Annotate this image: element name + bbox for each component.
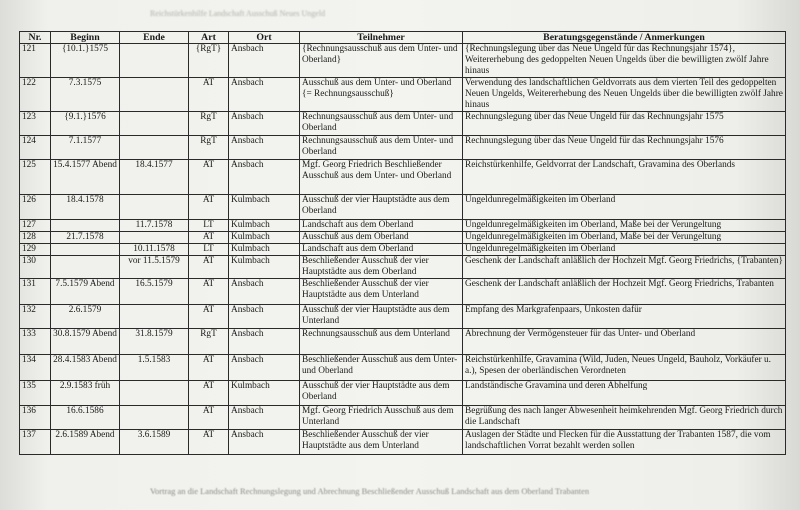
cell-ende — [120, 232, 189, 244]
cell-teilnehmer: Rechnungsausschuß aus dem Unter- und Oberland — [300, 112, 463, 136]
table-row — [20, 430, 786, 455]
cell-beginn: 28.4.1583 Abend — [51, 355, 120, 381]
cell-ende: 18.4.1577 — [120, 160, 189, 195]
cell-art: AT — [189, 195, 229, 220]
cell-teilnehmer: Mgf. Georg Friedrich Beschließender Ausschuß aus dem Unter- und Oberland — [300, 160, 463, 195]
cell-beratung: Verwendung des landschaftlichen Geldvorrats aus dem vierten Teil des gedoppelten Neuen Ungelds, Weitererhebung des Neuen Ungelds über die bewilligten zwölf Jahre hinaus — [463, 78, 786, 112]
header-nr: Nr. — [20, 32, 51, 44]
cell-teilnehmer: Rechnungsausschuß aus dem Unterland — [300, 329, 463, 355]
cell-beginn: 2.6.1579 — [51, 305, 120, 329]
table-row — [20, 329, 786, 355]
cell-ort: Ansbach — [229, 305, 300, 329]
cell-ende: 10.11.1578 — [120, 244, 189, 256]
cell-teilnehmer: Beschließender Ausschuß der vier Hauptstädte aus dem Unterland — [300, 279, 463, 305]
cell-beginn — [51, 244, 120, 256]
cell-nr: 122 — [20, 78, 51, 112]
cell-ende: 1.5.1583 — [120, 355, 189, 381]
header-teilnehmer: Teilnehmer — [300, 32, 463, 44]
cell-ort: Ansbach — [229, 406, 300, 430]
cell-art: AT — [189, 78, 229, 112]
cell-art: LT — [189, 220, 229, 232]
table-row — [20, 195, 786, 220]
cell-beratung: Ungeldunregelmäßigkeiten im Oberland, Maße bei der Verungeltung — [463, 232, 786, 244]
cell-ort: Ansbach — [229, 136, 300, 160]
header-ende: Ende — [120, 32, 189, 44]
cell-nr: 121 — [20, 44, 51, 78]
table-row — [20, 136, 786, 160]
cell-ende — [120, 195, 189, 220]
cell-teilnehmer: Beschließender Ausschuß aus dem Unter- und Oberland — [300, 355, 463, 381]
cell-teilnehmer: Landschaft aus dem Oberland — [300, 220, 463, 232]
bleed-through-text-top: Reichstürkenhilfe Landschaft Ausschuß Neues Ungeld — [150, 9, 326, 18]
cell-art: AT — [189, 279, 229, 305]
cell-beratung: Rechnungslegung über das Neue Ungeld für das Rechnungsjahr 1576 — [463, 136, 786, 160]
cell-ende: 11.7.1578 — [120, 220, 189, 232]
cell-beginn: 30.8.1579 Abend — [51, 329, 120, 355]
cell-beginn: 7.1.1577 — [51, 136, 120, 160]
cell-teilnehmer: Landschaft aus dem Oberland — [300, 244, 463, 256]
cell-teilnehmer: Ausschuß aus dem Oberland — [300, 232, 463, 244]
cell-beginn: 18.4.1578 — [51, 195, 120, 220]
cell-beginn — [51, 220, 120, 232]
cell-teilnehmer: {Rechnungsausschuß aus dem Unter- und Oberland} — [300, 44, 463, 78]
cell-teilnehmer: Ausschuß der vier Hauptstädte aus dem Oberland — [300, 195, 463, 220]
cell-ort: Ansbach — [229, 78, 300, 112]
cell-ende: 3.6.1589 — [120, 430, 189, 455]
cell-beginn: 7.3.1575 — [51, 78, 120, 112]
cell-nr: 130 — [20, 256, 51, 279]
cell-ort: Ansbach — [229, 44, 300, 78]
cell-nr: 133 — [20, 329, 51, 355]
cell-teilnehmer: Ausschuß aus dem Unter- und Oberland {= Rechnungsausschuß} — [300, 78, 463, 112]
cell-art: AT — [189, 305, 229, 329]
cell-ende — [120, 305, 189, 329]
cell-beratung: Abrechnung der Vermögensteuer für das Unter- und Oberland — [463, 329, 786, 355]
cell-nr: 129 — [20, 244, 51, 256]
cell-beratung: Ungeldunregelmäßigkeiten im Oberland — [463, 244, 786, 256]
table-row — [20, 256, 786, 279]
table-row — [20, 355, 786, 381]
cell-ende — [120, 136, 189, 160]
cell-beratung: Reichstürkenhilfe, Geldvorrat der Landschaft, Gravamina des Oberlands — [463, 160, 786, 195]
cell-beginn — [51, 256, 120, 279]
cell-ende — [120, 78, 189, 112]
cell-ende: 31.8.1579 — [120, 329, 189, 355]
cell-teilnehmer: Beschließender Ausschuß der vier Hauptstädte aus dem Unterland — [300, 430, 463, 455]
cell-nr: 134 — [20, 355, 51, 381]
table-row — [20, 406, 786, 430]
cell-nr: 132 — [20, 305, 51, 329]
cell-beratung: {Rechnungslegung über das Neue Ungeld für das Rechnungsjahr 1574}, Weitererhebung des gedoppelten Neuen Ungelds über die bewilligten zwölf Jahre hinaus — [463, 44, 786, 78]
bleed-through-text-bottom: Vortrag an die Landschaft Rechnungslegung und Abrechnung Beschließender Ausschuß Landschaft aus dem Oberland Trabanten — [150, 486, 590, 496]
cell-ende — [120, 406, 189, 430]
cell-ende — [120, 44, 189, 78]
table-row — [20, 220, 786, 232]
header-beginn: Beginn — [51, 32, 120, 44]
cell-art: RgT — [189, 112, 229, 136]
cell-beginn: 2.9.1583 früh — [51, 381, 120, 406]
cell-nr: 124 — [20, 136, 51, 160]
cell-art: AT — [189, 381, 229, 406]
cell-nr: 131 — [20, 279, 51, 305]
cell-nr: 128 — [20, 232, 51, 244]
cell-art: AT — [189, 430, 229, 455]
header-beratung: Beratungsgegenstände / Anmerkungen — [463, 32, 786, 44]
table-row — [20, 279, 786, 305]
table-row — [20, 44, 786, 78]
cell-beratung: Ungeldunregelmäßigkeiten im Oberland, Maße bei der Verungeltung — [463, 220, 786, 232]
cell-nr: 126 — [20, 195, 51, 220]
cell-ende: 16.5.1579 — [120, 279, 189, 305]
cell-beratung: Landständische Gravamina und deren Abhelfung — [463, 381, 786, 406]
cell-ort: Ansbach — [229, 355, 300, 381]
cell-ort: Kulmbach — [229, 195, 300, 220]
cell-teilnehmer: Ausschuß der vier Hauptstädte aus dem Unterland — [300, 305, 463, 329]
cell-art: AT — [189, 355, 229, 381]
cell-nr: 125 — [20, 160, 51, 195]
cell-ende: vor 11.5.1579 — [120, 256, 189, 279]
cell-beginn: 2.6.1589 Abend — [51, 430, 120, 455]
cell-teilnehmer: Mgf. Georg Friedrich Ausschuß aus dem Unterland — [300, 406, 463, 430]
table-header-row — [20, 32, 786, 44]
cell-beratung: Ungeldunregelmäßigkeiten im Oberland — [463, 195, 786, 220]
cell-beratung: Empfang des Markgrafenpaars, Unkosten dafür — [463, 305, 786, 329]
cell-art: RgT — [189, 329, 229, 355]
cell-beratung: Geschenk der Landschaft anläßlich der Hochzeit Mgf. Georg Friedrichs, Trabanten — [463, 279, 786, 305]
cell-art: AT — [189, 160, 229, 195]
cell-ort: Ansbach — [229, 112, 300, 136]
cell-art: RgT — [189, 136, 229, 160]
cell-beratung: Geschenk der Landschaft anläßlich der Hochzeit Mgf. Georg Friedrichs, {Trabanten} — [463, 256, 786, 279]
landtage-table — [19, 31, 786, 455]
cell-nr: 123 — [20, 112, 51, 136]
header-art: Art — [189, 32, 229, 44]
cell-ende — [120, 381, 189, 406]
cell-ort: Kulmbach — [229, 381, 300, 406]
cell-beratung: Auslagen der Städte und Flecken für die Ausstattung der Trabanten 1587, die vom landschaftlichen Vorrat bezahlt werden sollen — [463, 430, 786, 455]
cell-ort: Ansbach — [229, 329, 300, 355]
cell-beginn: 21.7.1578 — [51, 232, 120, 244]
cell-beratung: Rechnungslegung über das Neue Ungeld für das Rechnungsjahr 1575 — [463, 112, 786, 136]
table-row — [20, 232, 786, 244]
cell-nr: 127 — [20, 220, 51, 232]
cell-ende — [120, 112, 189, 136]
cell-beginn: 16.6.1586 — [51, 406, 120, 430]
cell-beratung: Reichstürkenhilfe, Gravamina (Wild, Juden, Neues Ungeld, Bauholz, Vorkäufer u. a.), Spesen der oberländischen Verordneten — [463, 355, 786, 381]
cell-beratung: Begrüßung des nach langer Abwesenheit heimkehrenden Mgf. Georg Friedrich durch die Landschaft — [463, 406, 786, 430]
cell-art: AT — [189, 406, 229, 430]
table-row — [20, 381, 786, 406]
cell-teilnehmer: Beschließender Ausschuß der vier Hauptstädte aus dem Oberland — [300, 256, 463, 279]
cell-ort: Ansbach — [229, 160, 300, 195]
cell-ort: Ansbach — [229, 430, 300, 455]
cell-beginn: {9.1.}1576 — [51, 112, 120, 136]
cell-beginn: {10.1.}1575 — [51, 44, 120, 78]
table-row — [20, 305, 786, 329]
cell-nr: 135 — [20, 381, 51, 406]
cell-art: {RgT} — [189, 44, 229, 78]
table-row — [20, 78, 786, 112]
cell-ort: Kulmbach — [229, 220, 300, 232]
cell-beginn: 15.4.1577 Abend — [51, 160, 120, 195]
cell-art: AT — [189, 256, 229, 279]
table-row — [20, 112, 786, 136]
cell-ort: Kulmbach — [229, 244, 300, 256]
cell-ort: Kulmbach — [229, 232, 300, 244]
cell-art: LT — [189, 244, 229, 256]
table-row — [20, 244, 786, 256]
cell-teilnehmer: Rechnungsausschuß aus dem Unter- und Oberland — [300, 136, 463, 160]
table-row — [20, 160, 786, 195]
cell-nr: 136 — [20, 406, 51, 430]
cell-art: AT — [189, 232, 229, 244]
cell-beginn: 7.5.1579 Abend — [51, 279, 120, 305]
cell-nr: 137 — [20, 430, 51, 455]
cell-ort: Kulmbach — [229, 256, 300, 279]
header-ort: Ort — [229, 32, 300, 44]
cell-ort: Ansbach — [229, 279, 300, 305]
cell-teilnehmer: Ausschuß der vier Hauptstädte aus dem Oberland — [300, 381, 463, 406]
